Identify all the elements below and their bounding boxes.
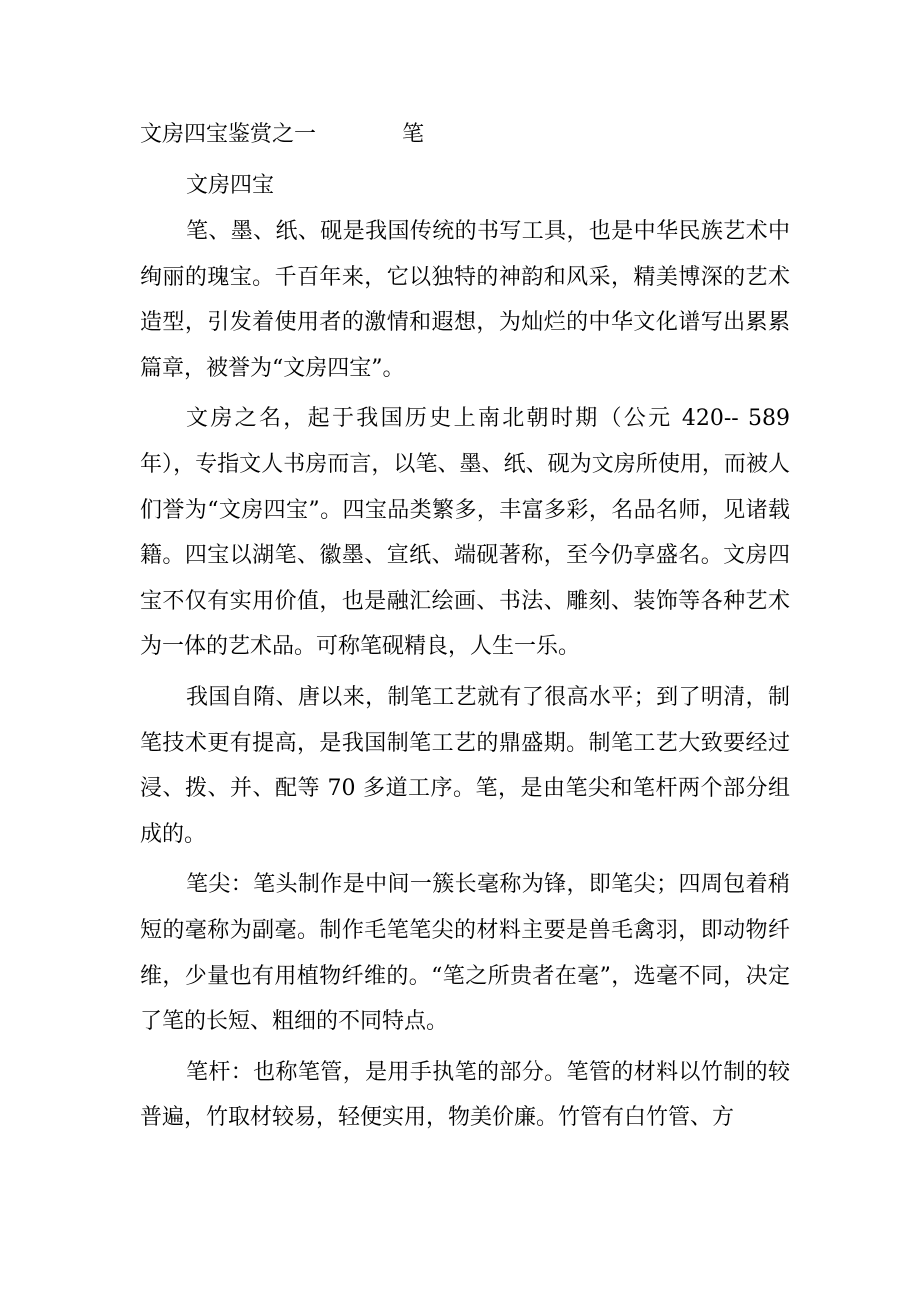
paragraph-craft: 我国自隋、唐以来，制笔工艺就有了很高水平；到了明清，制笔技术更有提高，是我国制笔工艺的鼎盛期。制笔工艺大致要经过浸、拨、并、配等 70 多道工序。笔，是由笔尖和笔杆两个部分组成的。 (140, 684, 790, 847)
title-subject: 笔 (402, 122, 425, 147)
title-text: 文房四宝鉴赏之一 (140, 122, 317, 147)
paragraph-origin: 文房之名，起于我国历史上南北朝时期（公元 420-- 589年），专指文人书房而言，以笔、墨、纸、砚为文房所使用，而被人们誉为“文房四宝”。四宝品类繁多，丰富多彩，名品名师，见诸载籍。四宝以湖笔、徽墨、宣纸、端砚著称，至今仍享盛名。文房四宝不仅有实用价值，也是融汇绘画、书法、雕刻、装饰等各种艺术为一体的艺术品。可称笔砚精良，人生一乐。 (140, 406, 790, 660)
paragraph-brush-tip: 笔尖：笔头制作是中间一簇长毫称为锋，即笔尖；四周包着稍短的毫称为副毫。制作毛笔笔尖的材料主要是兽毛禽羽，即动物纤维，少量也有用植物纤维的。“笔之所贵者在毫”，选毫不同，决定了笔的长短、粗细的不同特点。 (140, 872, 790, 1035)
document-title (140, 117, 790, 153)
paragraph-brush-shaft: 笔杆：也称笔管，是用手执笔的部分。笔管的材料以竹制的较普遍，竹取材较易，轻便实用，物美价廉。竹管有白竹管、方 (140, 1059, 790, 1131)
section-heading: 文房四宝 (186, 173, 275, 198)
paragraph-intro: 笔、墨、纸、砚是我国传统的书写工具，也是中华民族艺术中绚丽的瑰宝。千百年来，它以独特的神韵和风采，精美博深的艺术造型，引发着使用者的激情和遐想，为灿烂的中华文化谱写出累累篇章，被誉为“文房四宝”。 (140, 219, 790, 381)
document-page (140, 117, 790, 1141)
